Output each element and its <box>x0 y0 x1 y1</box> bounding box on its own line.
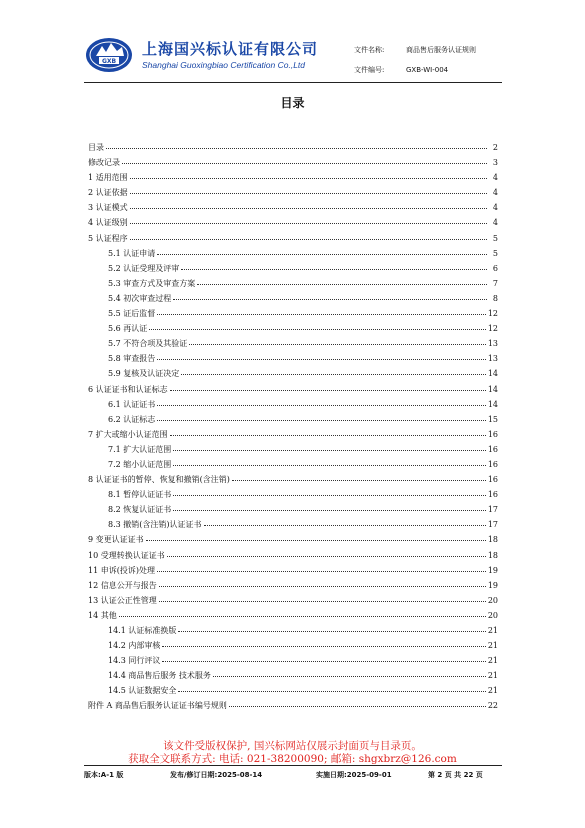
toc-entry-page: 16 <box>487 490 498 500</box>
toc-entry-page: 6 <box>492 263 498 273</box>
toc-entry-label: 10 受理转换认证证书 <box>88 550 165 560</box>
footer-divider <box>84 765 502 766</box>
toc-entry-label: 5.7 不符合项及其验证 <box>108 339 188 349</box>
toc-entry[interactable] <box>88 157 498 172</box>
toc-entry-page: 16 <box>487 429 498 439</box>
toc-leader-dots <box>106 148 487 149</box>
toc-leader-dots <box>157 314 486 315</box>
toc-entry-label: 5.6 再认证 <box>108 324 148 334</box>
toc-entry[interactable] <box>88 217 498 232</box>
toc-entry-page: 4 <box>492 218 498 228</box>
toc-leader-dots <box>130 239 487 240</box>
toc-entry[interactable] <box>88 142 498 157</box>
table-of-contents <box>88 142 498 716</box>
toc-entry[interactable] <box>88 625 498 640</box>
toc-entry[interactable] <box>88 399 498 414</box>
toc-entry-label: 5.3 审查方式及审查方案 <box>108 278 196 288</box>
toc-entry-page: 7 <box>492 278 498 288</box>
toc-entry-page: 15 <box>487 414 498 424</box>
toc-entry-page: 5 <box>492 233 498 243</box>
toc-entry-label: 5.2 认证受理及评审 <box>108 263 180 273</box>
toc-entry-page: 16 <box>487 444 498 454</box>
toc-leader-dots <box>157 405 486 406</box>
doc-number-value: GXB-WI-004 <box>406 66 449 74</box>
toc-leader-dots <box>157 571 486 572</box>
toc-entry-label: 5.1 认证申请 <box>108 248 156 258</box>
toc-entry[interactable] <box>88 595 498 610</box>
toc-entry-label: 5 认证程序 <box>88 233 128 243</box>
toc-entry-page: 16 <box>487 459 498 469</box>
toc-entry-label: 6.1 认证证书 <box>108 399 156 409</box>
toc-entry[interactable] <box>88 459 498 474</box>
toc-leader-dots <box>130 208 487 209</box>
toc-entry-page: 19 <box>487 580 498 590</box>
toc-leader-dots <box>130 223 487 224</box>
page-title: 目录 <box>280 96 305 110</box>
toc-entry-page: 2 <box>492 143 498 152</box>
doc-name-row <box>354 45 476 55</box>
toc-entry[interactable] <box>88 233 498 248</box>
toc-leader-dots <box>204 525 486 526</box>
doc-name-label: 文件名称: <box>354 46 385 54</box>
toc-leader-dots <box>173 465 486 466</box>
toc-leader-dots <box>122 163 487 164</box>
toc-entry-page: 8 <box>492 293 498 303</box>
toc-entry-label: 7.1 扩大认证范围 <box>108 444 172 454</box>
toc-leader-dots <box>130 178 487 179</box>
toc-entry[interactable] <box>88 323 498 338</box>
toc-entry-page: 21 <box>487 686 498 696</box>
toc-entry-page: 21 <box>487 626 498 635</box>
toc-entry[interactable] <box>88 308 498 323</box>
toc-entry-label: 14.2 内部审核 <box>108 641 161 651</box>
toc-entry[interactable] <box>88 172 498 187</box>
toc-entry[interactable] <box>88 368 498 383</box>
toc-entry[interactable] <box>88 550 498 565</box>
toc-leader-dots <box>213 676 486 677</box>
toc-entry-page: 13 <box>487 339 498 349</box>
toc-entry[interactable] <box>88 655 498 670</box>
toc-entry-page: 13 <box>487 354 498 364</box>
toc-entry-page: 3 <box>492 158 498 168</box>
toc-entry[interactable] <box>88 444 498 459</box>
toc-entry-label: 13 认证公正性管理 <box>88 595 157 605</box>
toc-leader-dots <box>181 269 487 270</box>
toc-entry-label: 目录 <box>88 143 104 152</box>
doc-number-row <box>354 65 448 75</box>
toc-entry-page: 20 <box>487 610 498 620</box>
company-name-en: Shanghai Guoxingbiao Certification Co.,Ltd <box>142 60 306 70</box>
toc-entry-label: 14.1 认证标准换版 <box>108 626 177 635</box>
toc-entry-label: 14.3 同行评议 <box>108 656 161 666</box>
toc-leader-dots <box>173 510 486 511</box>
toc-entry[interactable] <box>88 353 498 368</box>
toc-entry-page: 12 <box>487 309 498 319</box>
toc-leader-dots <box>178 631 485 632</box>
toc-entry-page: 18 <box>487 550 498 560</box>
toc-entry[interactable] <box>88 580 498 595</box>
toc-leader-dots <box>170 435 486 436</box>
toc-entry[interactable] <box>88 474 498 489</box>
toc-leader-dots <box>162 646 485 647</box>
toc-entry-label: 7 扩大或缩小认证范围 <box>88 429 168 439</box>
toc-leader-dots <box>146 540 486 541</box>
toc-entry[interactable] <box>88 534 498 549</box>
toc-entry-page: 17 <box>487 505 498 515</box>
toc-entry[interactable] <box>88 278 498 293</box>
toc-entry-label: 8.1 暂停认证证书 <box>108 490 172 500</box>
toc-leader-dots <box>181 374 486 375</box>
toc-entry-page: 14 <box>487 384 498 394</box>
toc-entry[interactable] <box>88 640 498 655</box>
toc-leader-dots <box>130 193 487 194</box>
toc-entry[interactable] <box>88 384 498 399</box>
toc-entry-label: 修改记录 <box>88 158 120 168</box>
toc-leader-dots <box>197 284 487 285</box>
toc-leader-dots <box>178 691 485 692</box>
toc-entry-page: 14 <box>487 369 498 379</box>
toc-entry-page: 12 <box>487 324 498 334</box>
footer-effective-date: 实施日期:2025-09-01 <box>316 771 392 779</box>
logo-text: GXB <box>101 58 117 65</box>
toc-leader-dots <box>157 254 487 255</box>
toc-leader-dots <box>173 450 486 451</box>
footer-issue-date: 发布/修订日期:2025-08-14 <box>170 771 263 779</box>
toc-entry[interactable] <box>88 489 498 504</box>
toc-entry-label: 14 其他 <box>88 610 117 620</box>
toc-entry-page: 21 <box>487 656 498 666</box>
toc-entry-page: 14 <box>487 399 498 409</box>
toc-entry[interactable] <box>88 187 498 202</box>
toc-entry-page: 21 <box>487 671 498 681</box>
toc-entry[interactable] <box>88 700 498 715</box>
contact-notice: 获取全文联系方式: 电话: 021-38200090; 邮箱: shgxbrz@126.com <box>128 753 457 765</box>
toc-entry-label: 2 认证依据 <box>88 188 128 198</box>
toc-entry-page: 5 <box>492 248 498 258</box>
toc-entry-label: 5.5 证后监督 <box>108 309 156 319</box>
company-logo <box>84 36 134 74</box>
toc-leader-dots <box>157 420 486 421</box>
toc-entry-page: 16 <box>487 475 498 485</box>
toc-entry[interactable] <box>88 504 498 519</box>
toc-leader-dots <box>157 359 486 360</box>
toc-entry[interactable] <box>88 414 498 429</box>
toc-leader-dots <box>159 601 486 602</box>
toc-entry-page: 19 <box>487 565 498 575</box>
document-header <box>84 36 504 80</box>
toc-entry-page: 4 <box>492 203 498 213</box>
toc-entry[interactable] <box>88 202 498 217</box>
toc-leader-dots <box>189 344 486 345</box>
toc-entry[interactable] <box>88 248 498 263</box>
toc-entry-label: 8 认证证书的暂停、恢复和撤销(含注销) <box>88 475 230 485</box>
toc-entry-label: 5.9 复核及认证决定 <box>108 369 180 379</box>
toc-entry-label: 8.3 撤销(含注销)认证证书 <box>108 520 202 530</box>
toc-leader-dots <box>167 556 486 557</box>
toc-entry-label: 14.5 认证数据安全 <box>108 686 177 696</box>
toc-entry[interactable] <box>88 429 498 444</box>
toc-entry[interactable] <box>88 685 498 700</box>
toc-leader-dots <box>119 616 486 617</box>
toc-entry-label: 附件 A 商品售后服务认证证书编号规则 <box>88 701 227 711</box>
toc-entry-page: 22 <box>487 701 498 711</box>
toc-leader-dots <box>162 661 485 662</box>
toc-entry-label: 8.2 恢复认证证书 <box>108 505 172 515</box>
toc-entry-label: 5.4 初次审查过程 <box>108 293 172 303</box>
toc-entry[interactable] <box>88 610 498 625</box>
toc-entry-label: 14.4 商品售后服务 技术服务 <box>108 671 211 681</box>
toc-entry[interactable] <box>88 519 498 534</box>
toc-entry-label: 6 认证证书和认证标志 <box>88 384 168 394</box>
toc-entry-page: 21 <box>487 641 498 651</box>
toc-leader-dots <box>159 586 486 587</box>
toc-entry-page: 4 <box>492 188 498 198</box>
company-name-cn: 上海国兴标认证有限公司 <box>142 40 319 58</box>
header-divider <box>84 82 502 83</box>
copyright-notice: 该文件受版权保护, 国兴标网站仅展示封面页与目录页。 <box>163 740 422 752</box>
toc-entry-label: 5.8 审查报告 <box>108 354 156 364</box>
toc-leader-dots <box>229 706 486 707</box>
toc-entry-page: 17 <box>487 520 498 530</box>
toc-entry-label: 11 申诉(投诉)处理 <box>88 565 155 575</box>
footer-version: 版本:A-1 版 <box>84 771 124 779</box>
toc-entry[interactable] <box>88 670 498 685</box>
toc-leader-dots <box>173 299 487 300</box>
toc-leader-dots <box>173 495 486 496</box>
toc-entry-page: 20 <box>487 595 498 605</box>
toc-entry-label: 1 适用范围 <box>88 173 128 183</box>
toc-entry[interactable] <box>88 263 498 278</box>
doc-number-label: 文件编号: <box>354 66 385 74</box>
toc-leader-dots <box>170 390 486 391</box>
toc-entry[interactable] <box>88 338 498 353</box>
footer-page-info: 第 2 页 共 22 页 <box>428 771 483 779</box>
toc-entry-label: 4 认证级别 <box>88 218 128 228</box>
toc-entry[interactable] <box>88 565 498 580</box>
doc-name-value: 商品售后服务认证规则 <box>406 46 476 54</box>
toc-leader-dots <box>149 329 486 330</box>
toc-leader-dots <box>232 480 486 481</box>
toc-entry-label: 3 认证模式 <box>88 203 128 213</box>
toc-entry[interactable] <box>88 293 498 308</box>
toc-entry-label: 6.2 认证标志 <box>108 414 156 424</box>
toc-entry-page: 18 <box>487 535 498 545</box>
toc-entry-label: 9 变更认证证书 <box>88 535 144 545</box>
toc-entry-page: 4 <box>492 173 498 183</box>
toc-entry-label: 12 信息公开与报告 <box>88 580 157 590</box>
toc-entry-label: 7.2 缩小认证范围 <box>108 459 172 469</box>
